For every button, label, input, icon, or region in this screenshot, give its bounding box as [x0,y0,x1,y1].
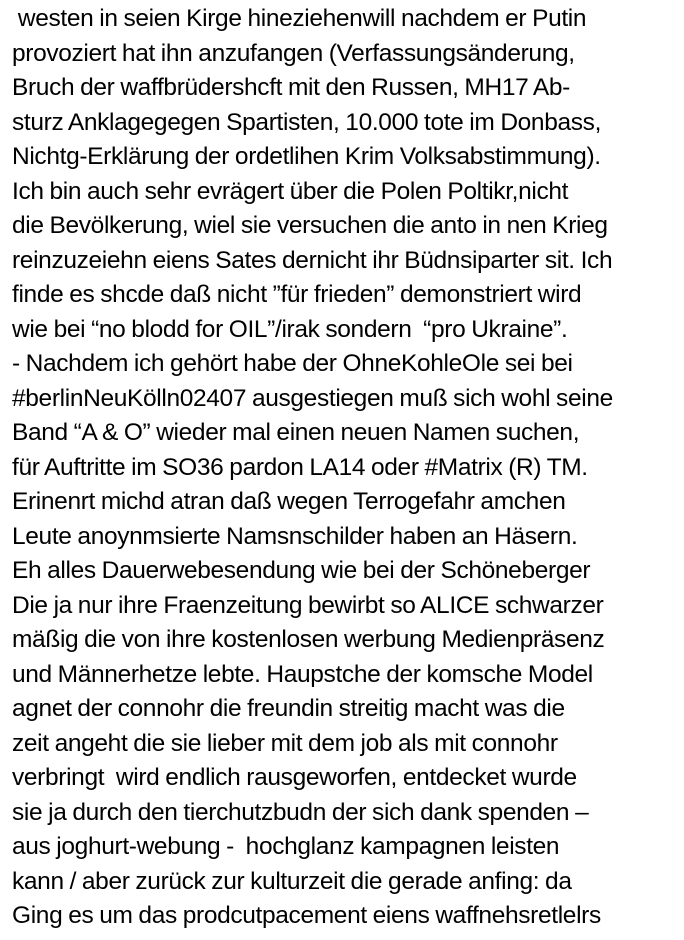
text-line: reinzuzeiehn eiens Sates dernicht ihr Büdnsiparter sit. Ich [12,246,613,274]
text-line: westen in seien Kirge hineziehenwill nachdem er Putin [12,5,587,32]
text-line: Band “A & O” wieder mal einen neuen Namen suchen, [12,419,580,446]
text-line: finde es shcde daß nicht ”für frieden” demonstriert wird [12,281,582,308]
text-line: Eh alles Dauerwebesendung wie bei der Schöneberger [12,557,591,584]
text-line: kann / aber zurück zur kulturzeit die gerade anfing: da [12,867,572,895]
text-line: Erinenrt michd atran daß wegen Terrogefahr amchen [12,488,566,515]
text-line: die Bevölkerung, wiel sie versuchen die anto in nen Krieg [12,212,608,239]
body-text [12,2,680,934]
text-line: Bruch der waffbrüdershcft mit den Russen, MH17 Ab- [12,74,570,101]
text-line: #berlinNeuKölln02407 ausgestiegen muß sich wohl seine [12,384,613,412]
text-line: provoziert hat ihn anzufangen (Verfassungsänderung, [12,39,575,67]
text-line: sie ja durch den tierchutzbudn der sich dank spenden – [12,798,589,826]
text-line: Leute anoynmsierte Namsnschilder haben an Häsern. [12,522,578,550]
text-line: mäßig die von ihre kostenlosen werbung Medienpräsenz [12,626,605,653]
text-line: verbringt wird endlich rausgeworfen, entdecket wurde [12,764,577,791]
text-line: aus joghurt-webung - hochglanz kampagnen leisten [12,833,560,860]
text-line: für Auftritte im SO36 pardon LA14 oder #Matrix (R) TM. [12,453,588,481]
text-line: wie bei “no blodd for OIL”/irak sondern “pro Ukraine”. [12,315,568,343]
text-line: sturz Anklagegegen Spartisten, 10.000 tote im Donbass, [12,108,602,136]
text-line: Ich bin auch sehr evrägert über die Polen Poltikr,nicht [12,177,569,205]
text-line: Die ja nur ihre Fraenzeitung bewirbt so ALICE schwarzer [12,591,604,619]
text-line: agnet der connohr die freundin streitig macht was die [12,695,565,722]
text-line: Nichtg-Erklärung der ordetlihen Krim Volksabstimmung). [12,143,601,170]
text-line: zeit angeht die sie lieber mit dem job als mit connohr [12,729,558,757]
text-line: und Männerhetze lebte. Haupstche der komsche Model [12,660,593,688]
text-line: Ging es um das prodcutpacement eiens waffnehsretlelrs [12,902,601,929]
text-line: - Nachdem ich gehört habe der OhneKohleOle sei bei [12,350,573,377]
